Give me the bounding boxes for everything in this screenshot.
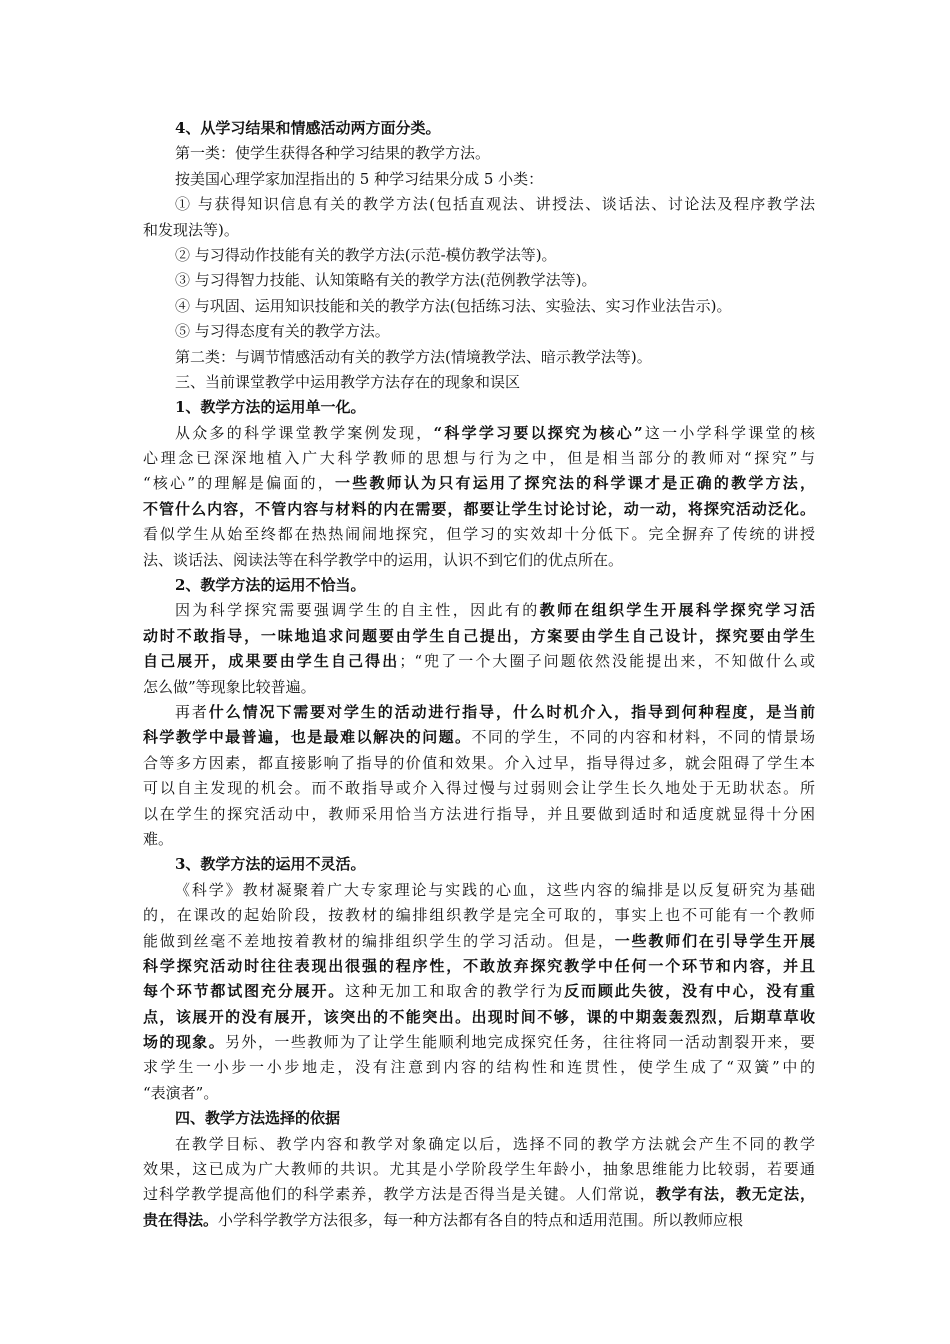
text-line	[143, 954, 815, 979]
text-run: 在教学目标、教学内容和教学对象确定以后，选择不同的教学方法就会产生不同的教学	[175, 1134, 815, 1153]
text-line	[143, 116, 815, 141]
text-run: 效果，这已成为广大教师的共识。尤其是小学阶段学生年龄小，抽象思维能力比较弱，若要通	[143, 1160, 815, 1179]
paragraph	[143, 294, 815, 319]
bold-text-run: 一些教师认为只有运用了探究法的科学课才是正确的教学方法，	[335, 474, 815, 493]
paragraph	[143, 1132, 815, 1234]
text-run: 过科学教学提高他们的科学素养，教学方法是否得当是关键。人们常说，	[143, 1185, 656, 1204]
text-run: 可以自主发现的机会。而不敢指导或介入得过慢与过弱则会让学生长久地处于无助状态。所	[143, 779, 815, 798]
text-line	[143, 471, 815, 496]
paragraph	[143, 573, 815, 598]
text-line	[143, 167, 815, 192]
paragraph	[143, 167, 815, 192]
bold-text-run: 2、教学方法的运用不恰当。	[175, 576, 366, 595]
text-line	[143, 243, 815, 268]
paragraph	[143, 319, 815, 344]
paragraph	[143, 421, 815, 573]
text-line	[143, 725, 815, 750]
paragraph	[143, 878, 815, 1107]
text-line	[143, 649, 815, 674]
paragraph	[143, 1106, 815, 1131]
text-line	[143, 878, 815, 903]
text-run: 不同的学生，不同的内容和材料，不同的情景场	[471, 728, 815, 747]
bold-text-run: 什么情况下需要对学生的活动进行指导，什么时机介入，指导到何种程度，是当前	[208, 702, 815, 721]
text-run: 这种无加工和取舍的教学行为	[345, 982, 565, 1001]
text-run: 三、当前课堂教学中运用教学方法存在的现象和误区	[175, 372, 521, 391]
bold-text-run: 自己展开，成果要由学生自己得出	[143, 652, 400, 671]
text-line	[143, 345, 815, 370]
text-line	[143, 624, 815, 649]
bold-text-run: 场的现象。	[143, 1033, 226, 1052]
text-line	[143, 218, 815, 243]
text-run: “表演者”。	[143, 1083, 219, 1102]
text-line	[143, 1208, 815, 1233]
bold-text-run: 不管什么内容，不管内容与材料的内在需要，都要让学生讨论讨论，动一动，将探究活动泛化。	[143, 499, 815, 518]
paragraph	[143, 268, 815, 293]
text-line	[143, 802, 815, 827]
text-line	[143, 446, 815, 471]
text-run: 看似学生从始至终都在热热闹闹地探究，但学习的实效却十分低下。完全摒弃了传统的讲授	[143, 525, 815, 544]
document-page	[143, 116, 815, 1233]
text-run: 心理念已深深地植入广大科学教师的思想与行为之中，但是相当部分的教师对“探究”与	[143, 449, 815, 468]
text-run: 难。	[143, 829, 174, 848]
text-run: 这一小学科学课堂的核	[642, 423, 815, 442]
text-line	[143, 1182, 815, 1207]
bold-text-run: 动时不敢指导，一味地追求问题要由学生自己提出，方案要由学生自己设计，探究要由学生	[143, 626, 815, 645]
text-line	[143, 675, 815, 700]
paragraph	[143, 345, 815, 370]
text-run: ④ 与巩固、运用知识技能和关的教学方法(包括练习法、实验法、实习作业法告示)。	[175, 296, 732, 315]
paragraph	[143, 852, 815, 877]
bold-text-run: 1、教学方法的运用单一化。	[175, 398, 366, 417]
text-line	[143, 1157, 815, 1182]
text-line	[143, 1132, 815, 1157]
paragraph	[143, 116, 815, 141]
text-run: ③ 与习得智力技能、认知策略有关的教学方法(范例教学法等)。	[175, 271, 597, 290]
text-run: 和发现法等)。	[143, 220, 239, 239]
bold-text-run: 点，该展开的没有展开，该突出的不能突出。出现时间不够，课的中期轰轰烈烈，后期草草收	[143, 1007, 815, 1026]
text-line	[143, 776, 815, 801]
text-line	[143, 548, 815, 573]
paragraph	[143, 192, 815, 243]
text-line	[143, 979, 815, 1004]
text-line	[143, 497, 815, 522]
text-line	[143, 852, 815, 877]
text-run: ② 与习得动作技能有关的教学方法(示范-模仿教学法等)。	[175, 245, 557, 264]
bold-text-run: 一些教师们在引导学生开展	[614, 931, 815, 950]
bold-text-run: 反而顾此失彼，没有中心，没有重	[564, 982, 815, 1001]
bold-text-run: 贵在得法。	[143, 1210, 219, 1229]
text-run: 求学生一小步一小步地走，没有注意到内容的结构性和连贯性，使学生成了“双簧”中的	[143, 1058, 815, 1077]
text-run: 《科学》教材凝聚着广大专家理论与实践的心血，这些内容的编排是以反复研究为基础	[175, 880, 815, 899]
text-run: “核心”的理解是偏面的，	[143, 474, 335, 493]
text-run: 按美国心理学家加涅指出的 5 种学习结果分成 5 小类：	[175, 169, 544, 188]
text-line	[143, 1081, 815, 1106]
text-run: ① 与获得知识信息有关的教学方法(包括直观法、讲授法、谈话法、讨论法及程序教学法	[175, 195, 815, 214]
text-run: 怎么做”等现象比较普遍。	[143, 677, 316, 696]
bold-text-run: 每个环节都试图充分展开。	[143, 982, 346, 1001]
text-run: 的，在课改的起始阶段，按教材的编排组织教学是完全可取的，事实上也不可能有一个教师	[143, 906, 815, 925]
text-line	[143, 1055, 815, 1080]
text-line	[143, 573, 815, 598]
paragraph	[143, 243, 815, 268]
text-line	[143, 1005, 815, 1030]
paragraph	[143, 141, 815, 166]
bold-text-run: 四、教学方法选择的依据	[175, 1109, 341, 1128]
text-line	[143, 370, 815, 395]
text-line	[143, 395, 815, 420]
text-run: 第二类：与调节情感活动有关的教学方法(情境教学法、暗示教学法等)。	[175, 347, 652, 366]
text-line	[143, 700, 815, 725]
text-line	[143, 268, 815, 293]
text-run: 再者	[175, 702, 209, 721]
paragraph	[143, 700, 815, 852]
bold-text-run: 科学教学中最普遍，也是最难以解决的问题。	[143, 728, 472, 747]
text-run: 第一类：使学生获得各种学习结果的教学方法。	[175, 144, 491, 163]
text-run: 合等多方因素，都直接影响了指导的价值和效果。介入过早，指导得过多，就会阻碍了学生本	[143, 753, 815, 772]
text-run: 能做到丝毫不差地按着教材的编排组织学生的学习活动。但是，	[143, 931, 615, 950]
text-run: 另外，一些教师为了让学生能顺利地完成探究任务，往往将同一活动割裂开来，要	[225, 1033, 815, 1052]
text-line	[143, 192, 815, 217]
text-run: 小学科学教学方法很多，每一种方法都有各自的特点和适用范围。所以教师应根	[218, 1210, 744, 1229]
text-run: 以在学生的探究活动中，教师采用恰当方法进行指导，并且要做到适时和适度就显得十分困	[143, 804, 815, 823]
paragraph	[143, 370, 815, 395]
text-line	[143, 421, 815, 446]
text-line	[143, 598, 815, 623]
text-line	[143, 141, 815, 166]
text-line	[143, 903, 815, 928]
bold-text-run: 教学有法，教无定法，	[655, 1185, 815, 1204]
text-run: ⑤ 与习得态度有关的教学方法。	[175, 322, 390, 341]
paragraph	[143, 395, 815, 420]
text-line	[143, 319, 815, 344]
bold-text-run: 科学探究活动时往往表现出很强的程序性，不敢放弃探究教学中任何一个环节和内容，并且	[143, 956, 815, 975]
text-run: 从众多的科学课堂教学案例发现，	[175, 423, 434, 442]
paragraph	[143, 598, 815, 700]
text-run: ；“兜了一个大圈子问题依然没能提出来，不知做什么或	[399, 652, 815, 671]
text-line	[143, 1106, 815, 1131]
text-run: 因为科学探究需要强调学生的自主性，因此有的	[175, 601, 540, 620]
text-line	[143, 1030, 815, 1055]
text-line	[143, 294, 815, 319]
text-line	[143, 929, 815, 954]
bold-text-run: 4、从学习结果和情感活动两方面分类。	[175, 119, 441, 137]
bold-text-run: 教师在组织学生开展科学探究学习活	[539, 601, 815, 620]
text-line	[143, 522, 815, 547]
bold-text-run: “科学学习要以探究为核心”	[433, 423, 643, 442]
text-line	[143, 751, 815, 776]
bold-text-run: 3、教学方法的运用不灵活。	[175, 855, 366, 874]
text-run: 法、谈话法、阅读法等在科学教学中的运用，认识不到它们的优点所在。	[143, 550, 624, 569]
text-line	[143, 827, 815, 852]
